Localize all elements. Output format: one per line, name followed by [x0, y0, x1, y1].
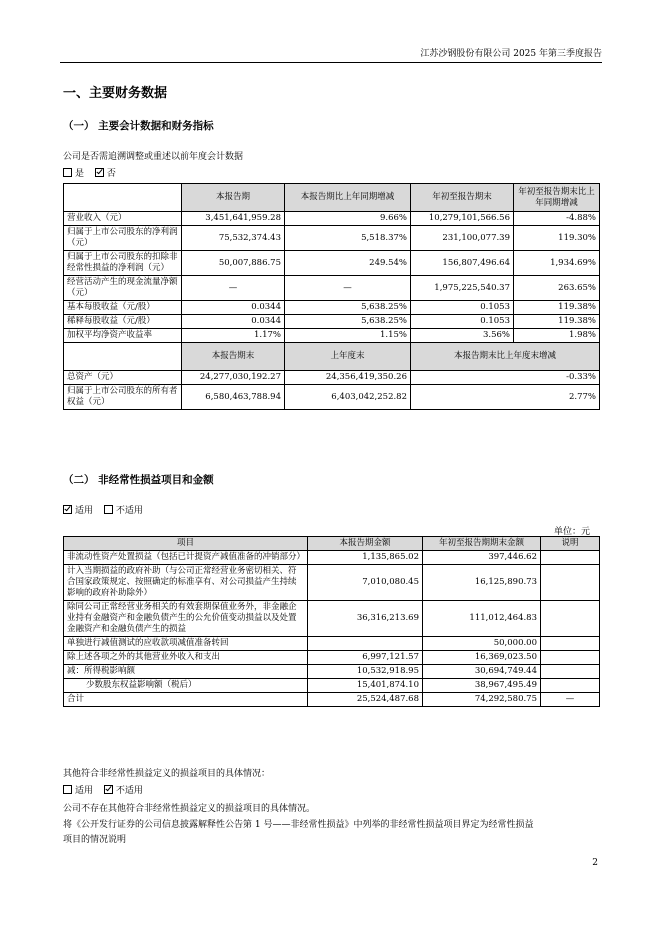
- header-cell: 本报告期比上年同期增减: [285, 184, 411, 212]
- checkbox-apply-checked-icon: [63, 505, 72, 514]
- table-header-row: [64, 184, 600, 212]
- row-label: 归属于上市公司股东的扣除非经常性损益的净利润（元）: [64, 251, 182, 276]
- row-label: 经营活动产生的现金流量净额（元）: [64, 276, 182, 301]
- header-cell: 年初至报告期末: [411, 184, 514, 212]
- cell-value: 9.66%: [285, 212, 411, 226]
- checkbox-na-checked-icon: [104, 785, 113, 794]
- row-label: 除上述各项之外的其他营业外收入和支出: [64, 651, 308, 665]
- cell-value: 10,532,918.95: [308, 665, 423, 679]
- cell-value: 24,356,419,350.26: [285, 371, 411, 385]
- row-label: 除同公司正常经营业务相关的有效套期保值业务外，非金融企业持有金融资产和金融负债产生的公允价值变动损益以及处置金融资产和金融负债产生的损益: [64, 601, 308, 637]
- page-number: 2: [592, 858, 598, 868]
- table-row: [64, 385, 600, 410]
- header-cell: 本报告期末: [182, 343, 285, 371]
- table-row: [64, 315, 600, 329]
- header-cell: 本报告期: [182, 184, 285, 212]
- cell-value: 1,934.69%: [514, 251, 600, 276]
- row-label: 合计: [64, 693, 308, 707]
- table-header-row: [64, 343, 600, 371]
- cell-value: [308, 637, 423, 651]
- cell-value: 1,975,225,540.37: [411, 276, 514, 301]
- cell-value: 50,007,886.75: [182, 251, 285, 276]
- option-na-label: 不适用: [115, 786, 143, 796]
- cell-value: 231,100,077.39: [411, 226, 514, 251]
- cell-value: 16,369,023.50: [423, 651, 541, 665]
- cell-value: 0.0344: [182, 315, 285, 329]
- table-row: [64, 637, 600, 651]
- report-header: 江苏沙钢股份有限公司 2025 年第三季度报告: [420, 49, 602, 59]
- table-row: [64, 601, 600, 637]
- financial-indicators-table: [63, 183, 600, 410]
- cell-value: 3,451,641,959.28: [182, 212, 285, 226]
- option-yes-label: 是: [75, 169, 85, 179]
- table-header-row: [64, 537, 600, 551]
- option-apply-label: 适用: [75, 506, 94, 516]
- cell-value: —: [182, 276, 285, 301]
- table-row: [64, 679, 600, 693]
- unit-label: 单位：元: [553, 527, 590, 537]
- table-row: [64, 371, 600, 385]
- table-row: [64, 551, 600, 565]
- cell-value: 263.65%: [514, 276, 600, 301]
- table-row: [64, 651, 600, 665]
- row-label: 计入当期损益的政府补助（与公司正常经营业务密切相关、符合国家政策规定、按照确定的标准享有、对公司损益产生持续影响的政府补助除外）: [64, 565, 308, 601]
- checkbox-na-icon: [104, 505, 113, 514]
- row-label: 加权平均净资产收益率: [64, 329, 182, 343]
- restatement-options: [63, 166, 116, 179]
- cell-value: 1.15%: [285, 329, 411, 343]
- cell-value: 397,446.62: [423, 551, 541, 565]
- explanation-line-1: 将《公开发行证券的公司信息披露解释性公告第 1 号——非经常性损益》中列举的非经常性损益项目界定为经常性损益: [63, 820, 534, 830]
- row-label: 营业收入（元）: [64, 212, 182, 226]
- header-cell: 本报告期末比上年度末增减: [411, 343, 600, 371]
- cell-value: 119.30%: [514, 226, 600, 251]
- row-label: 减：所得税影响额: [64, 665, 308, 679]
- header-cell: 年初至报告期末比上年同期增减: [514, 184, 600, 212]
- cell-value: 2.77%: [411, 385, 600, 410]
- cell-value: 5,518.37%: [285, 226, 411, 251]
- cell-value: 1.98%: [514, 329, 600, 343]
- option-apply-label: 适用: [75, 786, 94, 796]
- cell-value: 0.1053: [411, 301, 514, 315]
- cell-value: 38,967,495.49: [423, 679, 541, 693]
- checkbox-no-checked-icon: [95, 168, 104, 177]
- table-row: [64, 693, 600, 707]
- table-row: [64, 276, 600, 301]
- cell-value: 119.38%: [514, 301, 600, 315]
- section-title: 一、主要财务数据: [63, 86, 168, 101]
- cell-value: 30,694,749.44: [423, 665, 541, 679]
- cell-value: 24,277,030,192.27: [182, 371, 285, 385]
- table-row: [64, 329, 600, 343]
- other-items-note: 其他符合非经常性损益定义的损益项目的具体情况：: [63, 769, 271, 779]
- table-row: [64, 665, 600, 679]
- cell-value: 1,135,865.02: [308, 551, 423, 565]
- cell-value: 119.38%: [514, 315, 600, 329]
- cell-value: 25,524,487.68: [308, 693, 423, 707]
- explanation-line-2: 项目的情况说明: [63, 835, 127, 845]
- header-cell: [64, 343, 182, 371]
- cell-value: 0.1053: [411, 315, 514, 329]
- cell-value: 16,125,890.73: [423, 565, 541, 601]
- cell-value: 5,638.25%: [285, 315, 411, 329]
- cell-value: 249.54%: [285, 251, 411, 276]
- option-no-label: 否: [106, 169, 116, 179]
- header-cell: 本报告期金额: [308, 537, 423, 551]
- table-row: [64, 301, 600, 315]
- row-label: 单独进行减值测试的应收款项减值准备转回: [64, 637, 308, 651]
- cell-value: 6,997,121.57: [308, 651, 423, 665]
- cell-value: -0.33%: [411, 371, 600, 385]
- row-label: 总资产（元）: [64, 371, 182, 385]
- cell-value: [541, 565, 600, 601]
- no-other-items-text: 公司不存在其他符合非经常性损益定义的损益项目的具体情况。: [63, 804, 316, 814]
- subsection-title-1: （一） 主要会计数据和财务指标: [63, 120, 214, 132]
- cell-value: [541, 651, 600, 665]
- subsection-title-2: （二） 非经常性损益项目和金额: [63, 474, 214, 486]
- cell-value: 156,807,496.64: [411, 251, 514, 276]
- cell-value: 15,401,874.10: [308, 679, 423, 693]
- row-label: 少数股东权益影响额（税后）: [64, 679, 308, 693]
- other-items-options: [63, 783, 143, 796]
- header-cell: 项目: [64, 537, 308, 551]
- cell-value: 10,279,101,566.56: [411, 212, 514, 226]
- checkbox-apply-icon: [63, 785, 72, 794]
- cell-value: 74,292,580.75: [423, 693, 541, 707]
- cell-value: [541, 601, 600, 637]
- cell-value: [541, 551, 600, 565]
- cell-value: —: [285, 276, 411, 301]
- option-na-label: 不适用: [115, 506, 143, 516]
- table-row: [64, 565, 600, 601]
- cell-value: 3.56%: [411, 329, 514, 343]
- header-cell: 说明: [541, 537, 600, 551]
- header-rule: [60, 62, 602, 63]
- table-row: [64, 251, 600, 276]
- cell-value: 6,580,463,788.94: [182, 385, 285, 410]
- table-row: [64, 226, 600, 251]
- cell-value: [541, 665, 600, 679]
- header-cell: 年初至报告期期末金额: [423, 537, 541, 551]
- cell-value: 1.17%: [182, 329, 285, 343]
- row-label: 稀释每股收益（元/股）: [64, 315, 182, 329]
- cell-value: 75,532,374.43: [182, 226, 285, 251]
- cell-value: 111,012,464.83: [423, 601, 541, 637]
- cell-value: 5,638.25%: [285, 301, 411, 315]
- cell-value: -4.88%: [514, 212, 600, 226]
- row-label: 归属于上市公司股东的所有者权益（元）: [64, 385, 182, 410]
- cell-value: 36,316,213.69: [308, 601, 423, 637]
- cell-value: 50,000.00: [423, 637, 541, 651]
- checkbox-yes-icon: [63, 168, 72, 177]
- cell-value: 6,403,042,252.82: [285, 385, 411, 410]
- row-label: 归属于上市公司股东的净利润（元）: [64, 226, 182, 251]
- restatement-question: 公司是否需追溯调整或重述以前年度会计数据: [63, 152, 244, 162]
- table-row: [64, 212, 600, 226]
- cell-value: —: [541, 693, 600, 707]
- header-cell: [64, 184, 182, 212]
- cell-value: [541, 679, 600, 693]
- cell-value: 0.0344: [182, 301, 285, 315]
- non-recurring-items-table: [63, 536, 600, 707]
- cell-value: [541, 637, 600, 651]
- row-label: 非流动性资产处置损益（包括已计提资产减值准备的冲销部分）: [64, 551, 308, 565]
- row-label: 基本每股收益（元/股）: [64, 301, 182, 315]
- header-cell: 上年度末: [285, 343, 411, 371]
- applicability-options: [63, 503, 143, 516]
- cell-value: 7,010,080.45: [308, 565, 423, 601]
